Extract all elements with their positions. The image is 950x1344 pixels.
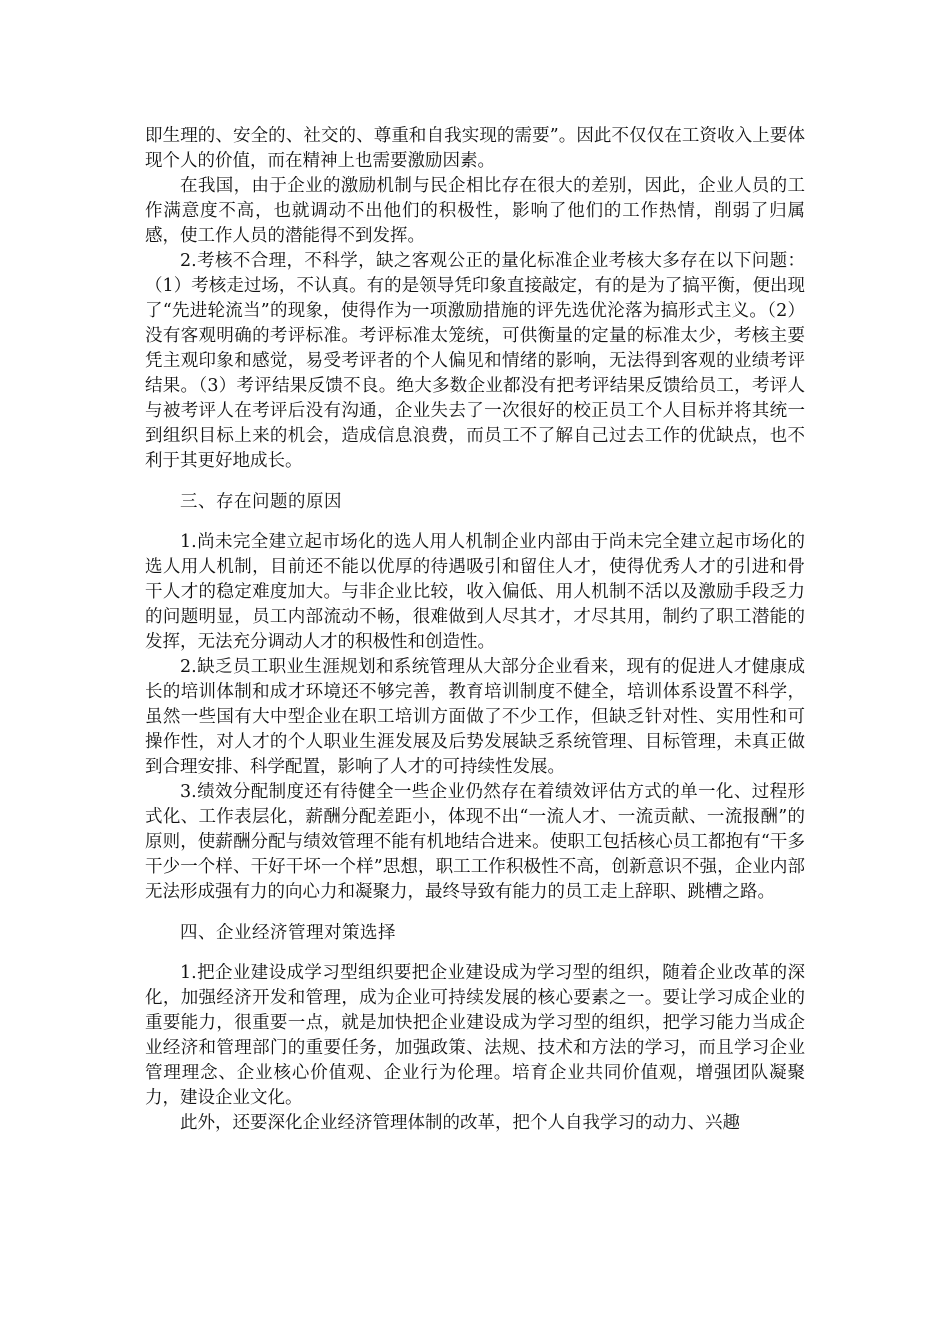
paragraph-cause-1: 1.尚未完全建立起市场化的选人用人机制企业内部由于尚未完全建立起市场化的选人用人机制，目前还不能以优厚的待遇吸引和留住人才，使得优秀人才的引进和骨干人才的稳定难度加大。与非企业比较，收入偏低、用人机制不活以及激励手段乏力的问题明显，员工内部流动不畅，很难做到人尽其才，才尽其用，制约了职工潜能的发挥，无法充分调动人才的积极性和创造性。 xyxy=(145,532,805,652)
section-heading-countermeasures: 四、企业经济管理对策选择 xyxy=(180,923,396,943)
paragraph-incentive-mechanism: 在我国，由于企业的激励机制与民企相比存在很大的差别，因此，企业人员的工作满意度不高，也就调动不出他们的积极性，影响了他们的工作热情，削弱了归属感，使工作人员的潜能得不到发挥。 xyxy=(145,176,805,246)
document-page xyxy=(145,124,805,1136)
section-heading-causes: 三、存在问题的原因 xyxy=(180,492,342,512)
paragraph-cause-2: 2.缺乏员工职业生涯规划和系统管理从大部分企业看来，现有的促进人才健康成长的培训体制和成才环境还不够完善，教育培训制度不健全，培训体系设置不科学，虽然一些国有大中型企业在职工培训方面做了不少工作，但缺乏针对性、实用性和可操作性，对人才的个人职业生涯发展及后势发展缺乏系统管理、目标管理，未真正做到合理安排、科学配置，影响了人才的可持续性发展。 xyxy=(145,657,805,777)
paragraph-assessment-problems: 2.考核不合理，不科学，缺之客观公正的量化标准企业考核大多存在以下问题：（1）考核走过场，不认真。有的是领导凭印象直接敲定，有的是为了搞平衡，便出现了“先进轮流当”的现象，使得作为一项激励措施的评先选优沦落为搞形式主义。（2）没有客观明确的考评标准。考评标准太笼统，可供衡量的定量的标准太少，考核主要凭主观印象和感觉，易受考评者的个人偏见和情绪的影响，无法得到客观的业绩考评结果。（3）考评结果反馈不良。绝大多数企业都没有把考评结果反馈给员工，考评人与被考评人在考评后没有沟通，企业失去了一次很好的校正员工个人目标并将其统一到组织目标上来的机会，造成信息浪费，而员工不了解自己过去工作的优缺点，也不利于其更好地成长。 xyxy=(145,251,805,471)
paragraph-cause-3: 3.绩效分配制度还有待健全一些企业仍然存在着绩效评估方式的单一化、过程形式化、工作表层化，薪酬分配差距小，体现不出“一流人才、一流贡献、一流报酬”的原则，使薪酬分配与绩效管理不能有机地结合进来。使职工包括核心员工都抱有“干多干少一个样、干好干坏一个样”思想，职工工作积极性不高，创新意识不强，企业内部无法形成强有力的向心力和凝聚力，最终导致有能力的员工走上辞职、跳槽之路。 xyxy=(145,782,805,902)
paragraph-needs-continuation: 即生理的、安全的、社交的、尊重和自我实现的需要”。因此不仅仅在工资收入上要体现个人的价值，而在精神上也需要激励因素。 xyxy=(145,126,805,171)
paragraph-countermeasure-1: 1.把企业建设成学习型组织要把企业建设成为学习型的组织，随着企业改革的深化，加强经济开发和管理，成为企业可持续发展的核心要素之一。要让学习成企业的重要能力，很重要一点，就是加快把企业建设成为学习型的组织，把学习能力当成企业经济和管理部门的重要任务，加强政策、法规、技术和方法的学习，而且学习企业管理理念、企业核心价值观、企业行为伦理。培育企业共同价值观，增强团队凝聚力，建设企业文化。 xyxy=(145,963,805,1108)
paragraph-countermeasure-extra: 此外，还要深化企业经济管理体制的改革，把个人自我学习的动力、兴趣 xyxy=(180,1113,740,1133)
